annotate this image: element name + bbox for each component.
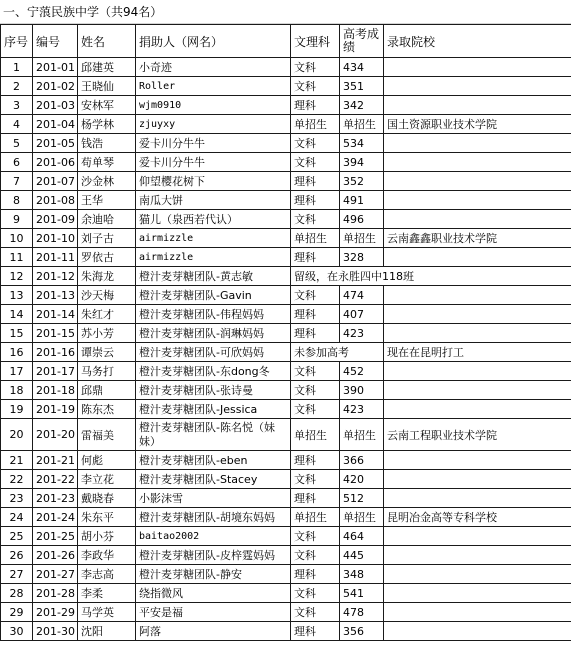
cell-name[interactable]: 钱浩 bbox=[78, 134, 136, 153]
cell-subject[interactable]: 理科 bbox=[291, 451, 340, 470]
cell-donor[interactable]: airmizzle bbox=[136, 229, 291, 248]
table-row bbox=[1, 622, 571, 641]
cell-subject[interactable]: 理科 bbox=[291, 305, 340, 324]
cell-id[interactable]: 201-09 bbox=[33, 210, 78, 229]
cell-subject[interactable]: 文科 bbox=[291, 210, 340, 229]
cell-subject[interactable]: 单招生 bbox=[291, 229, 340, 248]
header-cell: 高考成绩 bbox=[340, 25, 384, 58]
cell-school[interactable]: 现在在昆明打工 bbox=[384, 343, 571, 362]
table-row bbox=[1, 470, 571, 489]
cell-school[interactable] bbox=[384, 584, 571, 603]
cell-id[interactable]: 201-28 bbox=[33, 584, 78, 603]
cell-donor[interactable]: Roller bbox=[136, 77, 291, 96]
cell-id[interactable]: 201-19 bbox=[33, 400, 78, 419]
cell-subject[interactable]: 文科 bbox=[291, 58, 340, 77]
cell-no[interactable]: 15 bbox=[1, 324, 33, 343]
cell-donor[interactable]: 橙汁麦芽糖团队-Jessica bbox=[136, 400, 291, 419]
cell-donor[interactable]: 南瓜大饼 bbox=[136, 191, 291, 210]
cell-school[interactable] bbox=[384, 381, 571, 400]
cell-name[interactable]: 余迪哈 bbox=[78, 210, 136, 229]
cell-subject[interactable]: 文科 bbox=[291, 381, 340, 400]
cell-subject[interactable]: 理科 bbox=[291, 565, 340, 584]
cell-donor[interactable]: 爱卡川分牛牛 bbox=[136, 153, 291, 172]
cell-score[interactable]: 534 bbox=[340, 134, 384, 153]
table-row bbox=[1, 362, 571, 381]
cell-no[interactable]: 7 bbox=[1, 172, 33, 191]
cell-donor[interactable]: baitao2002 bbox=[136, 527, 291, 546]
cell-school[interactable] bbox=[384, 470, 571, 489]
cell-donor[interactable]: 橙汁麦芽糖团队-静安 bbox=[136, 565, 291, 584]
cell-id[interactable]: 201-23 bbox=[33, 489, 78, 508]
cell-school[interactable] bbox=[384, 603, 571, 622]
table-row bbox=[1, 565, 571, 584]
cell-note[interactable]: 未参加高考 bbox=[291, 343, 384, 362]
cell-name[interactable]: 沙金林 bbox=[78, 172, 136, 191]
cell-school[interactable]: 云南鑫鑫职业技术学院 bbox=[384, 229, 571, 248]
cell-no[interactable]: 22 bbox=[1, 470, 33, 489]
cell-name[interactable]: 李柔 bbox=[78, 584, 136, 603]
table-row bbox=[1, 508, 571, 527]
cell-score[interactable]: 464 bbox=[340, 527, 384, 546]
table-row bbox=[1, 324, 571, 343]
cell-school[interactable] bbox=[384, 565, 571, 584]
cell-no[interactable]: 8 bbox=[1, 191, 33, 210]
cell-name[interactable]: 苟单琴 bbox=[78, 153, 136, 172]
cell-score[interactable]: 434 bbox=[340, 58, 384, 77]
cell-donor[interactable]: 橙汁麦芽糖团队-eben bbox=[136, 451, 291, 470]
cell-donor[interactable]: 平安是福 bbox=[136, 603, 291, 622]
cell-donor[interactable]: wjm0910 bbox=[136, 96, 291, 115]
cell-donor[interactable]: airmizzle bbox=[136, 248, 291, 267]
cell-id[interactable]: 201-14 bbox=[33, 305, 78, 324]
cell-no[interactable]: 12 bbox=[1, 267, 33, 286]
cell-name[interactable]: 李政华 bbox=[78, 546, 136, 565]
cell-id[interactable]: 201-20 bbox=[33, 419, 78, 451]
cell-school[interactable] bbox=[384, 305, 571, 324]
cell-school[interactable]: 国土资源职业技术学院 bbox=[384, 115, 571, 134]
cell-name[interactable]: 谭崇云 bbox=[78, 343, 136, 362]
table-row bbox=[1, 305, 571, 324]
cell-id[interactable]: 201-07 bbox=[33, 172, 78, 191]
students-table bbox=[0, 24, 571, 641]
cell-school[interactable] bbox=[384, 210, 571, 229]
cell-id[interactable]: 201-26 bbox=[33, 546, 78, 565]
table-row bbox=[1, 584, 571, 603]
cell-school[interactable] bbox=[384, 400, 571, 419]
cell-donor[interactable]: 橙汁麦芽糖团队-Gavin bbox=[136, 286, 291, 305]
cell-name[interactable]: 胡小芬 bbox=[78, 527, 136, 546]
cell-score[interactable]: 单招生 bbox=[340, 508, 384, 527]
cell-id[interactable]: 201-11 bbox=[33, 248, 78, 267]
cell-score[interactable]: 491 bbox=[340, 191, 384, 210]
table-row bbox=[1, 96, 571, 115]
cell-donor[interactable]: 橙汁麦芽糖团队-胡境东妈妈 bbox=[136, 508, 291, 527]
cell-score[interactable]: 单招生 bbox=[340, 229, 384, 248]
cell-school[interactable] bbox=[384, 191, 571, 210]
cell-no[interactable]: 1 bbox=[1, 58, 33, 77]
cell-id[interactable]: 201-02 bbox=[33, 77, 78, 96]
cell-score[interactable]: 348 bbox=[340, 565, 384, 584]
cell-donor[interactable]: 绕指微风 bbox=[136, 584, 291, 603]
cell-no[interactable]: 26 bbox=[1, 546, 33, 565]
cell-subject[interactable]: 文科 bbox=[291, 362, 340, 381]
cell-id[interactable]: 201-30 bbox=[33, 622, 78, 641]
cell-score[interactable]: 512 bbox=[340, 489, 384, 508]
cell-subject[interactable]: 理科 bbox=[291, 172, 340, 191]
cell-subject[interactable]: 文科 bbox=[291, 603, 340, 622]
cell-no[interactable]: 14 bbox=[1, 305, 33, 324]
cell-donor[interactable]: 仰望樱花树下 bbox=[136, 172, 291, 191]
cell-no[interactable]: 16 bbox=[1, 343, 33, 362]
cell-no[interactable]: 3 bbox=[1, 96, 33, 115]
table-row bbox=[1, 419, 571, 451]
cell-id[interactable]: 201-27 bbox=[33, 565, 78, 584]
cell-school[interactable] bbox=[384, 324, 571, 343]
cell-subject[interactable]: 理科 bbox=[291, 324, 340, 343]
cell-id[interactable]: 201-24 bbox=[33, 508, 78, 527]
cell-subject[interactable]: 单招生 bbox=[291, 508, 340, 527]
cell-name[interactable]: 朱东平 bbox=[78, 508, 136, 527]
cell-donor[interactable]: 橙汁麦芽糖团队-东dong冬 bbox=[136, 362, 291, 381]
cell-name[interactable]: 邱建英 bbox=[78, 58, 136, 77]
cell-no[interactable]: 25 bbox=[1, 527, 33, 546]
cell-no[interactable]: 28 bbox=[1, 584, 33, 603]
cell-score[interactable]: 单招生 bbox=[340, 419, 384, 451]
table-row bbox=[1, 489, 571, 508]
header-cell: 编号 bbox=[33, 25, 78, 58]
cell-subject[interactable]: 文科 bbox=[291, 546, 340, 565]
table-row bbox=[1, 58, 571, 77]
cell-school[interactable] bbox=[384, 153, 571, 172]
cell-subject[interactable]: 单招生 bbox=[291, 419, 340, 451]
cell-school[interactable]: 云南工程职业技术学院 bbox=[384, 419, 571, 451]
header-cell: 捐助人（网名） bbox=[136, 25, 291, 58]
cell-no[interactable]: 13 bbox=[1, 286, 33, 305]
table-row bbox=[1, 603, 571, 622]
cell-id[interactable]: 201-10 bbox=[33, 229, 78, 248]
cell-subject[interactable]: 文科 bbox=[291, 470, 340, 489]
cell-donor[interactable]: 爱卡川分牛牛 bbox=[136, 134, 291, 153]
cell-name[interactable]: 沈阳 bbox=[78, 622, 136, 641]
cell-score[interactable]: 352 bbox=[340, 172, 384, 191]
cell-score[interactable]: 407 bbox=[340, 305, 384, 324]
cell-id[interactable]: 201-29 bbox=[33, 603, 78, 622]
cell-school[interactable] bbox=[384, 546, 571, 565]
cell-donor[interactable]: 小影沫雪 bbox=[136, 489, 291, 508]
cell-donor[interactable]: 橙汁麦芽糖团队-黄志敏 bbox=[136, 267, 291, 286]
cell-id[interactable]: 201-08 bbox=[33, 191, 78, 210]
cell-no[interactable]: 9 bbox=[1, 210, 33, 229]
cell-name[interactable]: 王华 bbox=[78, 191, 136, 210]
cell-score[interactable]: 452 bbox=[340, 362, 384, 381]
header-cell: 序号 bbox=[1, 25, 33, 58]
cell-donor[interactable]: 小奇迹 bbox=[136, 58, 291, 77]
cell-school[interactable] bbox=[384, 58, 571, 77]
cell-no[interactable]: 30 bbox=[1, 622, 33, 641]
cell-name[interactable]: 邱鼎 bbox=[78, 381, 136, 400]
table-row bbox=[1, 172, 571, 191]
cell-subject[interactable]: 文科 bbox=[291, 134, 340, 153]
cell-id[interactable]: 201-25 bbox=[33, 527, 78, 546]
cell-score[interactable]: 541 bbox=[340, 584, 384, 603]
table-row bbox=[1, 451, 571, 470]
cell-score[interactable]: 351 bbox=[340, 77, 384, 96]
cell-school[interactable] bbox=[384, 489, 571, 508]
table-row bbox=[1, 134, 571, 153]
cell-name[interactable]: 陈东杰 bbox=[78, 400, 136, 419]
cell-score[interactable]: 394 bbox=[340, 153, 384, 172]
table-row bbox=[1, 77, 571, 96]
cell-note[interactable]: 留级，在永胜四中118班 bbox=[291, 267, 571, 286]
cell-name[interactable]: 马学英 bbox=[78, 603, 136, 622]
cell-subject[interactable]: 文科 bbox=[291, 153, 340, 172]
table-row bbox=[1, 400, 571, 419]
sheet-title: 一、宁蒗民族中学（共94名） bbox=[0, 0, 571, 24]
cell-subject[interactable]: 文科 bbox=[291, 584, 340, 603]
table-row bbox=[1, 248, 571, 267]
cell-donor[interactable]: 橙汁麦芽糖团队-可欣妈妈 bbox=[136, 343, 291, 362]
cell-id[interactable]: 201-05 bbox=[33, 134, 78, 153]
cell-name[interactable]: 王晓仙 bbox=[78, 77, 136, 96]
cell-no[interactable]: 18 bbox=[1, 381, 33, 400]
header-cell: 文理科 bbox=[291, 25, 340, 58]
cell-subject[interactable]: 单招生 bbox=[291, 115, 340, 134]
cell-name[interactable]: 雷福美 bbox=[78, 419, 136, 451]
cell-id[interactable]: 201-06 bbox=[33, 153, 78, 172]
table-row bbox=[1, 210, 571, 229]
table-row bbox=[1, 343, 571, 362]
cell-score[interactable]: 423 bbox=[340, 400, 384, 419]
cell-no[interactable]: 2 bbox=[1, 77, 33, 96]
cell-id[interactable]: 201-03 bbox=[33, 96, 78, 115]
cell-school[interactable] bbox=[384, 622, 571, 641]
cell-id[interactable]: 201-04 bbox=[33, 115, 78, 134]
cell-donor[interactable]: 橙汁麦芽糖团队-皮梓霆妈妈 bbox=[136, 546, 291, 565]
cell-score[interactable]: 366 bbox=[340, 451, 384, 470]
table-row bbox=[1, 191, 571, 210]
cell-donor[interactable]: 橙汁麦芽糖团队-张诗曼 bbox=[136, 381, 291, 400]
table-row bbox=[1, 229, 571, 248]
cell-school[interactable]: 昆明冶金高等专科学校 bbox=[384, 508, 571, 527]
cell-donor[interactable]: 橙汁麦芽糖团队-伟程妈妈 bbox=[136, 305, 291, 324]
cell-score[interactable]: 474 bbox=[340, 286, 384, 305]
cell-name[interactable]: 沙天梅 bbox=[78, 286, 136, 305]
cell-subject[interactable]: 文科 bbox=[291, 77, 340, 96]
cell-no[interactable]: 10 bbox=[1, 229, 33, 248]
cell-score[interactable]: 478 bbox=[340, 603, 384, 622]
cell-no[interactable]: 19 bbox=[1, 400, 33, 419]
cell-score[interactable]: 445 bbox=[340, 546, 384, 565]
cell-donor[interactable]: 阿落 bbox=[136, 622, 291, 641]
cell-donor[interactable]: 猫儿（泉西若代认） bbox=[136, 210, 291, 229]
cell-name[interactable]: 戴晓春 bbox=[78, 489, 136, 508]
cell-id[interactable]: 201-13 bbox=[33, 286, 78, 305]
cell-id[interactable]: 201-15 bbox=[33, 324, 78, 343]
cell-subject[interactable]: 理科 bbox=[291, 622, 340, 641]
cell-no[interactable]: 11 bbox=[1, 248, 33, 267]
cell-no[interactable]: 4 bbox=[1, 115, 33, 134]
cell-subject[interactable]: 文科 bbox=[291, 527, 340, 546]
cell-school[interactable] bbox=[384, 172, 571, 191]
cell-name[interactable]: 罗依古 bbox=[78, 248, 136, 267]
cell-name[interactable]: 杨学林 bbox=[78, 115, 136, 134]
table-row bbox=[1, 115, 571, 134]
header-cell: 录取院校 bbox=[384, 25, 571, 58]
cell-no[interactable]: 24 bbox=[1, 508, 33, 527]
cell-id[interactable]: 201-16 bbox=[33, 343, 78, 362]
cell-id[interactable]: 201-18 bbox=[33, 381, 78, 400]
cell-school[interactable] bbox=[384, 451, 571, 470]
cell-id[interactable]: 201-17 bbox=[33, 362, 78, 381]
cell-school[interactable] bbox=[384, 248, 571, 267]
cell-score[interactable]: 496 bbox=[340, 210, 384, 229]
cell-score[interactable]: 423 bbox=[340, 324, 384, 343]
cell-id[interactable]: 201-22 bbox=[33, 470, 78, 489]
cell-donor[interactable]: 橙汁麦芽糖团队-Stacey bbox=[136, 470, 291, 489]
cell-name[interactable]: 李立花 bbox=[78, 470, 136, 489]
cell-name[interactable]: 李志高 bbox=[78, 565, 136, 584]
cell-score[interactable]: 356 bbox=[340, 622, 384, 641]
cell-no[interactable]: 29 bbox=[1, 603, 33, 622]
cell-no[interactable]: 23 bbox=[1, 489, 33, 508]
cell-subject[interactable]: 理科 bbox=[291, 96, 340, 115]
cell-name[interactable]: 何彪 bbox=[78, 451, 136, 470]
cell-score[interactable]: 328 bbox=[340, 248, 384, 267]
header-cell: 姓名 bbox=[78, 25, 136, 58]
cell-name[interactable]: 苏小芳 bbox=[78, 324, 136, 343]
cell-no[interactable]: 5 bbox=[1, 134, 33, 153]
table-row bbox=[1, 527, 571, 546]
cell-name[interactable]: 刘子古 bbox=[78, 229, 136, 248]
cell-donor[interactable]: 橙汁麦芽糖团队-陈名悦（妹妹） bbox=[136, 419, 291, 451]
table-row bbox=[1, 153, 571, 172]
cell-id[interactable]: 201-12 bbox=[33, 267, 78, 286]
cell-subject[interactable]: 理科 bbox=[291, 248, 340, 267]
table-row bbox=[1, 267, 571, 286]
cell-name[interactable]: 马务打 bbox=[78, 362, 136, 381]
cell-school[interactable] bbox=[384, 77, 571, 96]
table-row bbox=[1, 286, 571, 305]
cell-subject[interactable]: 理科 bbox=[291, 191, 340, 210]
cell-id[interactable]: 201-01 bbox=[33, 58, 78, 77]
cell-name[interactable]: 朱红才 bbox=[78, 305, 136, 324]
cell-school[interactable] bbox=[384, 134, 571, 153]
cell-school[interactable] bbox=[384, 527, 571, 546]
cell-id[interactable]: 201-21 bbox=[33, 451, 78, 470]
cell-name[interactable]: 朱海龙 bbox=[78, 267, 136, 286]
cell-subject[interactable]: 理科 bbox=[291, 489, 340, 508]
cell-subject[interactable]: 文科 bbox=[291, 286, 340, 305]
cell-score[interactable]: 342 bbox=[340, 96, 384, 115]
cell-donor[interactable]: 橙汁麦芽糖团队-润琳妈妈 bbox=[136, 324, 291, 343]
cell-no[interactable]: 27 bbox=[1, 565, 33, 584]
cell-school[interactable] bbox=[384, 286, 571, 305]
cell-no[interactable]: 6 bbox=[1, 153, 33, 172]
cell-school[interactable] bbox=[384, 362, 571, 381]
table-row bbox=[1, 546, 571, 565]
cell-school[interactable] bbox=[384, 96, 571, 115]
table-row bbox=[1, 381, 571, 400]
cell-no[interactable]: 20 bbox=[1, 419, 33, 451]
cell-subject[interactable]: 文科 bbox=[291, 400, 340, 419]
cell-no[interactable]: 21 bbox=[1, 451, 33, 470]
cell-donor[interactable]: zjuyxy bbox=[136, 115, 291, 134]
cell-score[interactable]: 420 bbox=[340, 470, 384, 489]
cell-score[interactable]: 单招生 bbox=[340, 115, 384, 134]
cell-score[interactable]: 390 bbox=[340, 381, 384, 400]
cell-name[interactable]: 安林军 bbox=[78, 96, 136, 115]
header-row bbox=[1, 25, 571, 58]
cell-no[interactable]: 17 bbox=[1, 362, 33, 381]
